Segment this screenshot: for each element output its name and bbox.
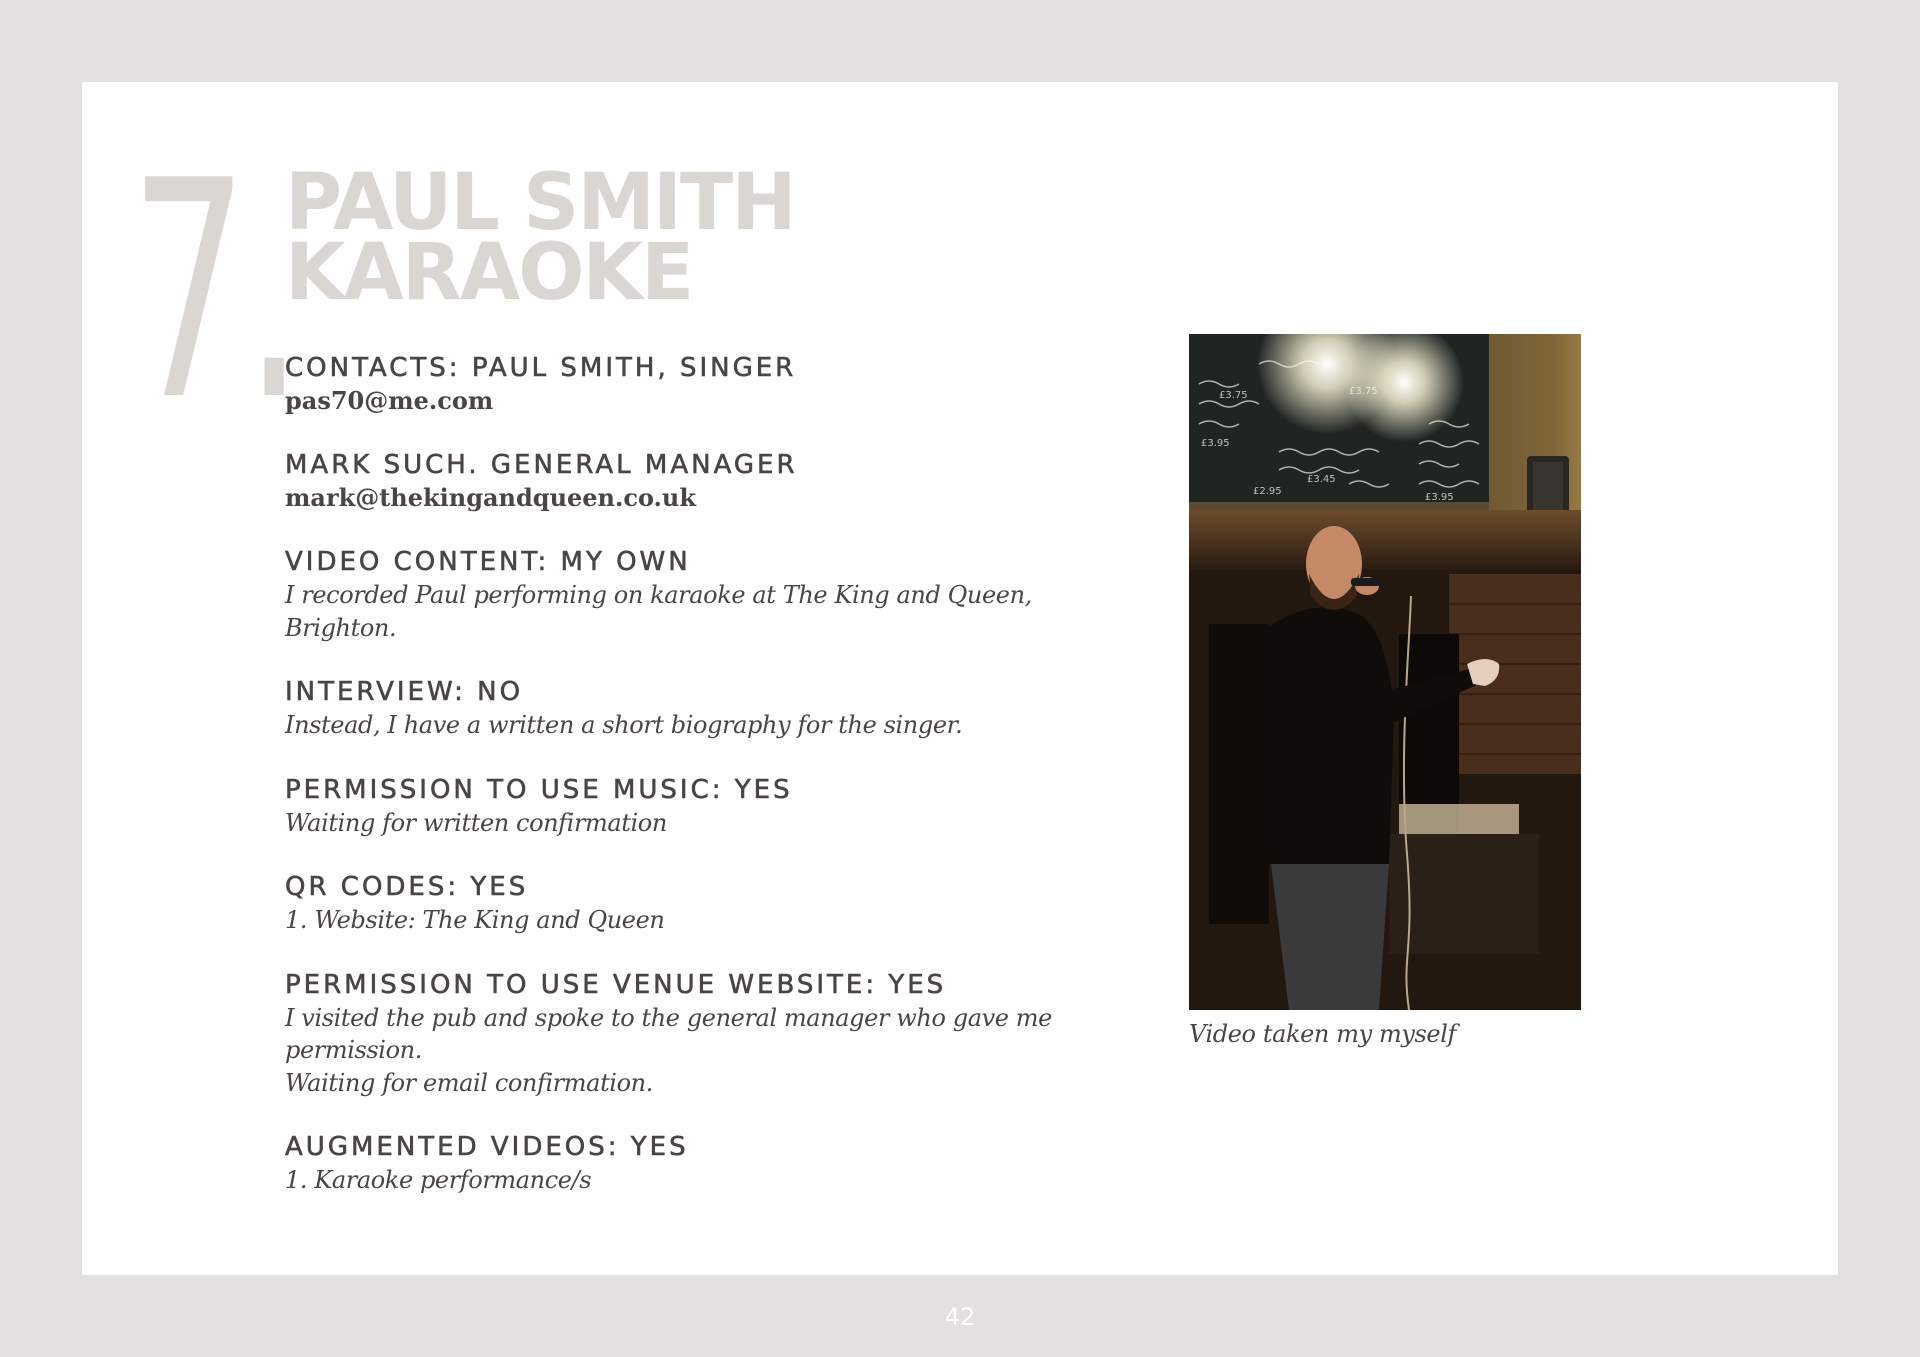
section-note: Waiting for written confirmation (285, 808, 667, 837)
menu-price: £3.45 (1307, 474, 1336, 485)
section-heading: VIDEO CONTENT: MY OWN (285, 547, 691, 577)
section-note: I recorded Paul performing on karaoke at The King and Queen, (285, 581, 1032, 609)
menu-price: £3.95 (1201, 438, 1230, 449)
page-title (285, 158, 795, 318)
section-note: I visited the pub and spoke to the general manager who gave me (285, 1003, 1052, 1032)
manager-email[interactable]: mark@thekingandqueen.co.uk (285, 483, 696, 512)
section-augmented-videos (285, 1131, 1105, 1197)
title-line-2: KARAOKE (285, 228, 693, 318)
section-music-permission (285, 774, 1105, 840)
section-note: permission. (285, 1036, 422, 1064)
section-heading: PERMISSION TO USE VENUE WEBSITE: YES (285, 969, 947, 1000)
section-interview (285, 676, 1105, 742)
contact-email[interactable]: pas70@me.com (285, 386, 494, 415)
menu-price: £2.95 (1253, 486, 1282, 497)
section-note: Brighton. (285, 613, 397, 642)
menu-price: £3.95 (1425, 492, 1454, 503)
page-number: 42 (944, 1303, 976, 1331)
photo-caption: Video taken my myself (1189, 1020, 1456, 1048)
section-note: 1. Karaoke performance/s (285, 1166, 592, 1194)
section-manager (285, 449, 1105, 514)
section-note: Instead, I have a written a short biography for the singer. (285, 711, 963, 739)
info-list (285, 352, 1105, 1229)
section-note: Waiting for email confirmation. (285, 1068, 653, 1097)
menu-price: £3.75 (1219, 390, 1248, 401)
section-qr-codes (285, 871, 1105, 937)
page-sheet (82, 82, 1838, 1275)
section-heading: PERMISSION TO USE MUSIC: YES (285, 774, 793, 805)
karaoke-photo (1189, 334, 1581, 1010)
chapter-number: 7. (130, 117, 301, 466)
section-venue-permission (285, 969, 1105, 1100)
section-heading: INTERVIEW: NO (285, 677, 524, 707)
title-line-1: PAUL SMITH (285, 158, 795, 248)
section-heading: CONTACTS: PAUL SMITH, SINGER (285, 353, 797, 383)
section-heading: QR CODES: YES (285, 872, 529, 902)
section-heading: MARK SUCH. GENERAL MANAGER (285, 450, 798, 480)
section-video-content (285, 546, 1105, 644)
section-note: 1. Website: The King and Queen (285, 906, 665, 934)
section-contacts (285, 352, 1105, 417)
section-heading: AUGMENTED VIDEOS: YES (285, 1132, 689, 1162)
karaoke-photo-illustration (1189, 334, 1581, 1010)
